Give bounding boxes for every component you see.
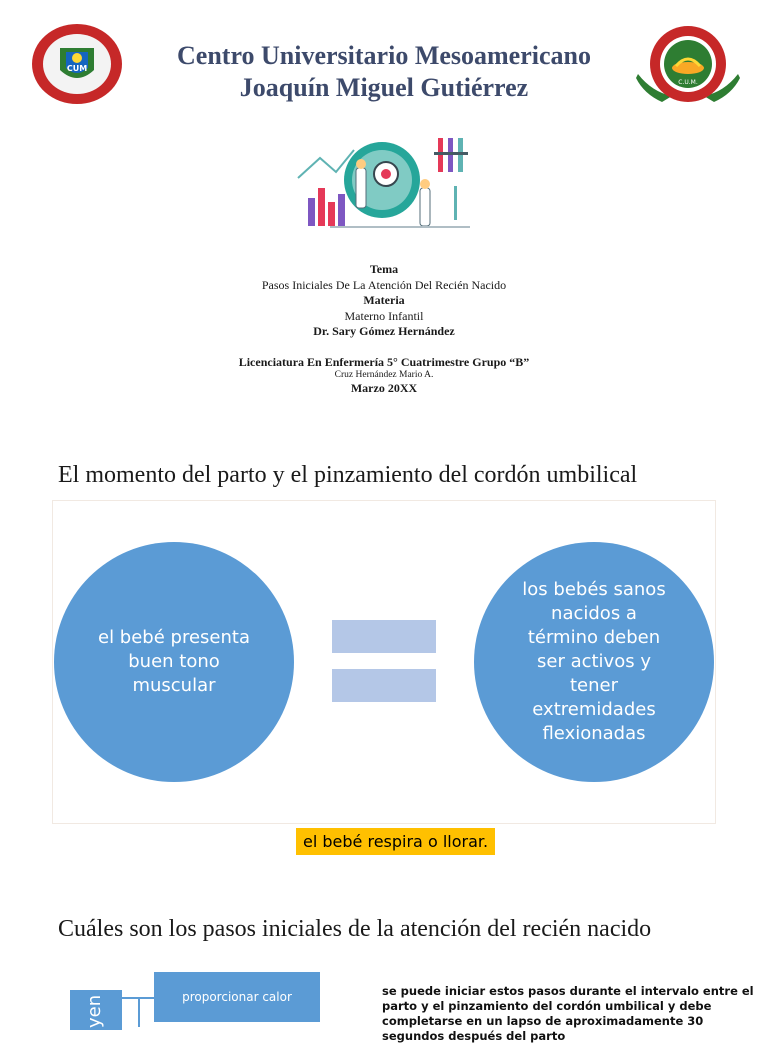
medical-research-illustration — [290, 128, 478, 232]
cover-info-block — [160, 262, 608, 397]
step-box-proporcionar-calor — [154, 972, 320, 1022]
tema-value: Pasos Iniciales De La Atención Del Recién Nacido — [261, 277, 507, 292]
section-2-paragraph: se puede iniciar estos pasos durante el intervalo entre el parto y el pinzamiento del cordón umbilical y debe completarse en un lapso de aproximadamente 30 segundos después del parto — [382, 984, 754, 1043]
vertical-label-text: yen — [84, 994, 105, 1028]
vertical-label-box — [70, 990, 122, 1030]
right-circle-text: los bebés sanos nacidos a término deben ser activos y tener extremidades flexionadas — [522, 579, 666, 744]
connector-line-vertical — [138, 997, 140, 1027]
svg-text:C.U.M.: C.U.M. — [678, 79, 698, 86]
tema-label: Tema — [369, 262, 399, 276]
right-nursing-logo — [632, 22, 744, 106]
left-university-logo — [30, 22, 124, 106]
docente-name: Dr. Sary Gómez Hernández — [313, 324, 455, 338]
equals-bar-top — [332, 620, 436, 653]
step-box-label: proporcionar calor — [182, 990, 292, 1004]
materia-label: Materia — [363, 293, 405, 307]
fecha-text: Marzo 20XX — [350, 381, 418, 395]
highlight-note: el bebé respira o llorar. — [296, 828, 495, 855]
institution-title — [130, 40, 638, 104]
svg-text:CUM: CUM — [66, 64, 88, 73]
title-line-1: Centro Universitario Mesoamericano — [177, 41, 591, 70]
materia-value: Materno Infantil — [344, 308, 424, 323]
left-circle — [54, 542, 294, 782]
equals-bar-bottom — [332, 669, 436, 702]
title-line-2: Joaquín Miguel Gutiérrez — [239, 73, 529, 102]
carrera-text: Licenciatura En Enfermería 5° Cuatrimestre Grupo “B” — [238, 354, 530, 369]
alumno-name: Cruz Hernández Mario A. — [334, 370, 434, 380]
section-1-heading: El momento del parto y el pinzamiento del cordón umbilical — [58, 462, 638, 488]
right-circle — [474, 542, 714, 782]
section-2-heading: Cuáles son los pasos iniciales de la atención del recién nacido — [58, 916, 652, 942]
left-circle-text: el bebé presenta buen tono muscular — [98, 627, 250, 696]
